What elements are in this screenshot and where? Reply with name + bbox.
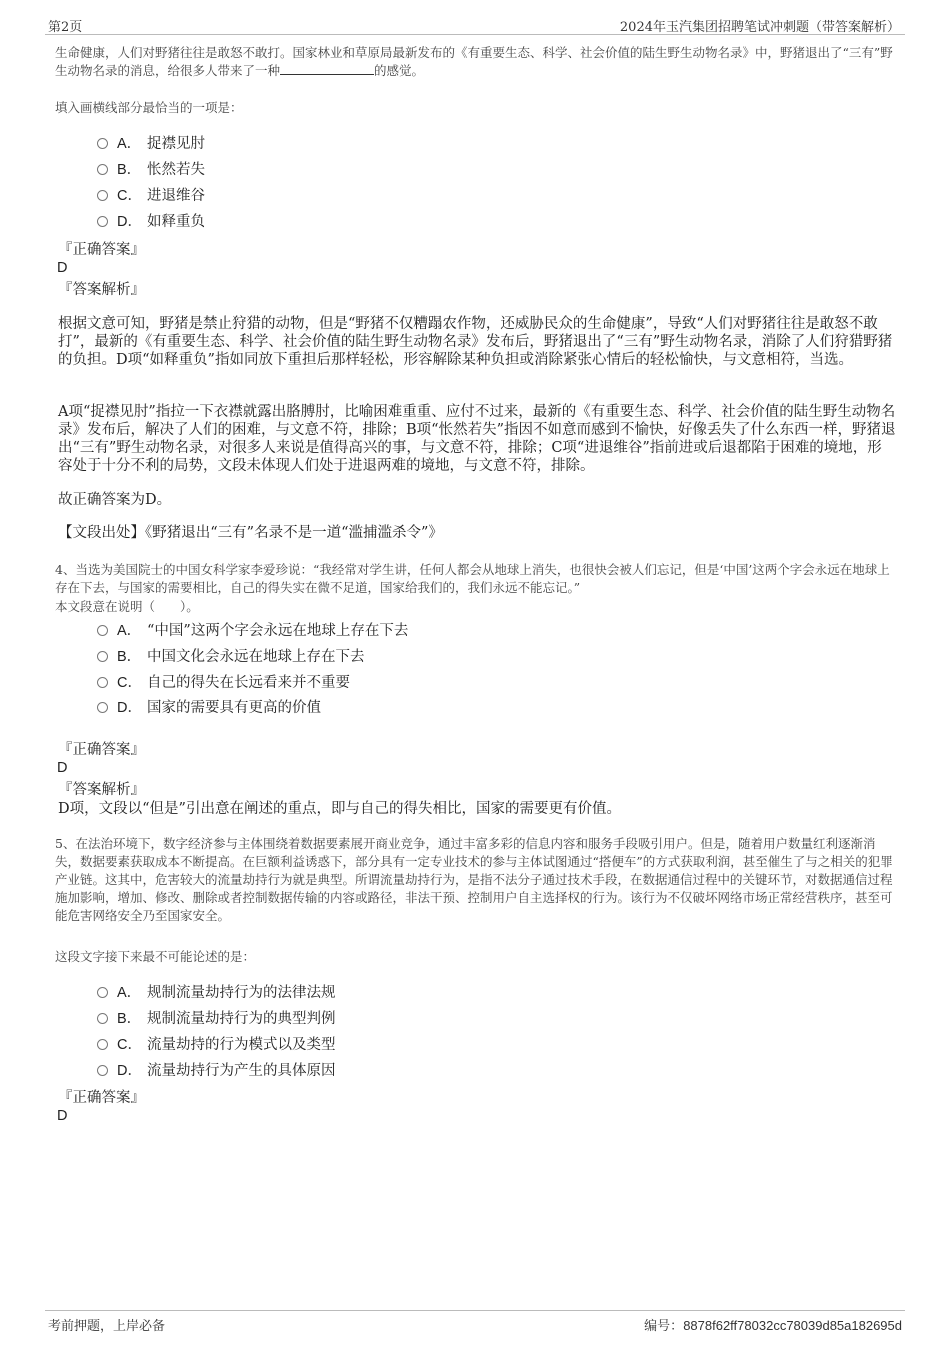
q5-option-d[interactable]: D． 流量劫持行为产生的具体原因 [97, 1061, 336, 1081]
q4-answer: D [57, 760, 68, 776]
q3-passage: 生命健康，人们对野猪往往是敢怒不敢打。国家林业和草原局最新发布的《有重要生态、科学、社会价值的陆生野生动物名录》中，野猪退出了“三有”野生动物名录的消息，给很多人带来了一种 的感觉。 [55, 45, 893, 78]
q3-answer-label: 『正确答案』 [58, 242, 145, 258]
radio-icon[interactable] [97, 987, 108, 998]
q4-analysis: D项，文段以“但是”引出意在阐述的重点，即与自己的得失相比，国家的需要更有价值。 [58, 801, 621, 817]
q3-analysis-label: 『答案解析』 [58, 282, 145, 298]
q4-option-c[interactable]: C． 自己的得失在长远看来并不重要 [97, 673, 350, 693]
q5-prompt: 这段文字接下来最不可能论述的是： [55, 949, 256, 964]
q3-option-c[interactable]: C． 进退维谷 [97, 186, 205, 206]
q4-analysis-label: 『答案解析』 [58, 782, 145, 798]
q3-option-b[interactable]: B． 怅然若失 [97, 160, 205, 180]
q3-analysis-paragraph-2: A项“捉襟见肘”指拉一下衣襟就露出胳膊肘，比喻困难重重、应付不过来，最新的《有重要生态、科学、社会价值的陆生野生动物名录》发布后，解决了人们的困难，与文意不符，排除；B项“怅然若失”指因不如意而感到不愉快，好像丢失了什么东西一样，野猪退出“三有”野生动物名录，对很多人来说是值得高兴的事，与文意不符，排除；C项“进退维谷”指前进或后退都陷于困难的境地，形容处于十分不利的局势，文段未体现人们处于进退两难的境地，与文意不符，排除。 [58, 404, 896, 474]
q5-option-b[interactable]: B． 规制流量劫持行为的典型判例 [97, 1009, 336, 1029]
q3-source: 【文段出处】《野猪退出“三有”名录不是一道“滥捕滥杀令”》 [58, 525, 443, 541]
radio-icon[interactable] [97, 677, 108, 688]
q3-analysis-paragraph-1: 根据文意可知，野猪是禁止狩猎的动物，但是“野猪不仅糟蹋农作物，还威胁民众的生命健康”，导致“人们对野猪往往是敢怒不敢打”，最新的《有重要生态、科学、社会价值的陆生野生动物名录》发布后，野猪退出了“三有”野生动物名录，消除了人们狩猎野猪的负担。D项“如释重负”指如同放下重担后那样轻松，形容解除某种负担或消除紧张心情后的轻松愉快，与文意相符，当选。 [58, 316, 893, 368]
q3-prompt: 填入画横线部分最恰当的一项是： [55, 100, 243, 115]
page-header [45, 14, 905, 35]
document-code [644, 1315, 902, 1334]
q5-answer: D [57, 1108, 68, 1124]
radio-icon[interactable] [97, 702, 108, 713]
q3-answer: D [57, 260, 68, 276]
fill-blank-line [280, 62, 374, 75]
page-number: 第2页 [48, 20, 83, 35]
q3-option-a[interactable]: A． 捉襟见肘 [97, 134, 205, 154]
q5-passage: 5、在法治环境下，数字经济参与主体围绕着数据要素展开商业竞争，通过丰富多彩的信息内容和服务手段吸引用户。但是，随着用户数量红利逐渐消失，数据要素获取成本不断提高。在巨额利益诱惑下，部分具有一定专业技术的参与主体试图通过“搭便车”的方式获取利润，甚至催生了与之相关的犯罪产业链。这其中，危害较大的流量劫持行为就是典型。所谓流量劫持行为，是指不法分子通过技术手段，在数据通信过程中的关键环节，对数据通信过程施加影响，增加、修改、删除或者控制数据传输的内容或路径，非法干预、控制用户自主选择权的行为。该行为不仅破坏网络市场正常经营秩序，甚至可能危害网络安全乃至国家安全。 [55, 836, 893, 923]
radio-icon[interactable] [97, 164, 108, 175]
radio-icon[interactable] [97, 651, 108, 662]
page-footer [45, 1310, 905, 1333]
radio-icon[interactable] [97, 625, 108, 636]
q3-analysis-conclusion: 故正确答案为D。 [58, 492, 172, 508]
q5-answer-label: 『正确答案』 [58, 1090, 145, 1106]
q3-option-d[interactable]: D． 如释重负 [97, 212, 205, 232]
radio-icon[interactable] [97, 190, 108, 201]
radio-icon[interactable] [97, 138, 108, 149]
footer-slogan: 考前押题，上岸必备 [48, 1319, 166, 1334]
radio-icon[interactable] [97, 1065, 108, 1076]
q4-option-a[interactable]: A． “中国”这两个字会永远在地球上存在下去 [97, 621, 408, 641]
radio-icon[interactable] [97, 216, 108, 227]
radio-icon[interactable] [97, 1013, 108, 1024]
q5-option-c[interactable]: C． 流量劫持的行为模式以及类型 [97, 1035, 336, 1055]
q4-answer-label: 『正确答案』 [58, 742, 145, 758]
q4-passage: 4、当选为美国院士的中国女科学家李爱珍说：“我经常对学生讲，任何人都会从地球上消失，也很快会被人们忘记，但是‘中国’这两个字会永远在地球上存在下去，与国家的需要相比，自己的得失实在微不足道，国家给我们的，我们永远不能忘记。” [55, 562, 890, 595]
code-value: 8878f62ff78032cc78039d85a182695d [683, 1318, 902, 1333]
q4-option-b[interactable]: B． 中国文化会永远在地球上存在下去 [97, 647, 365, 667]
code-label: 编号： [644, 1319, 684, 1334]
q4-prompt: 本文段意在说明（ ）。 [55, 599, 199, 614]
radio-icon[interactable] [97, 1039, 108, 1050]
q4-option-d[interactable]: D． 国家的需要具有更高的价值 [97, 698, 321, 718]
document-title: 2024年玉汽集团招聘笔试冲刺题（带答案解析） [619, 20, 900, 35]
q5-option-a[interactable]: A． 规制流量劫持行为的法律法规 [97, 983, 336, 1003]
